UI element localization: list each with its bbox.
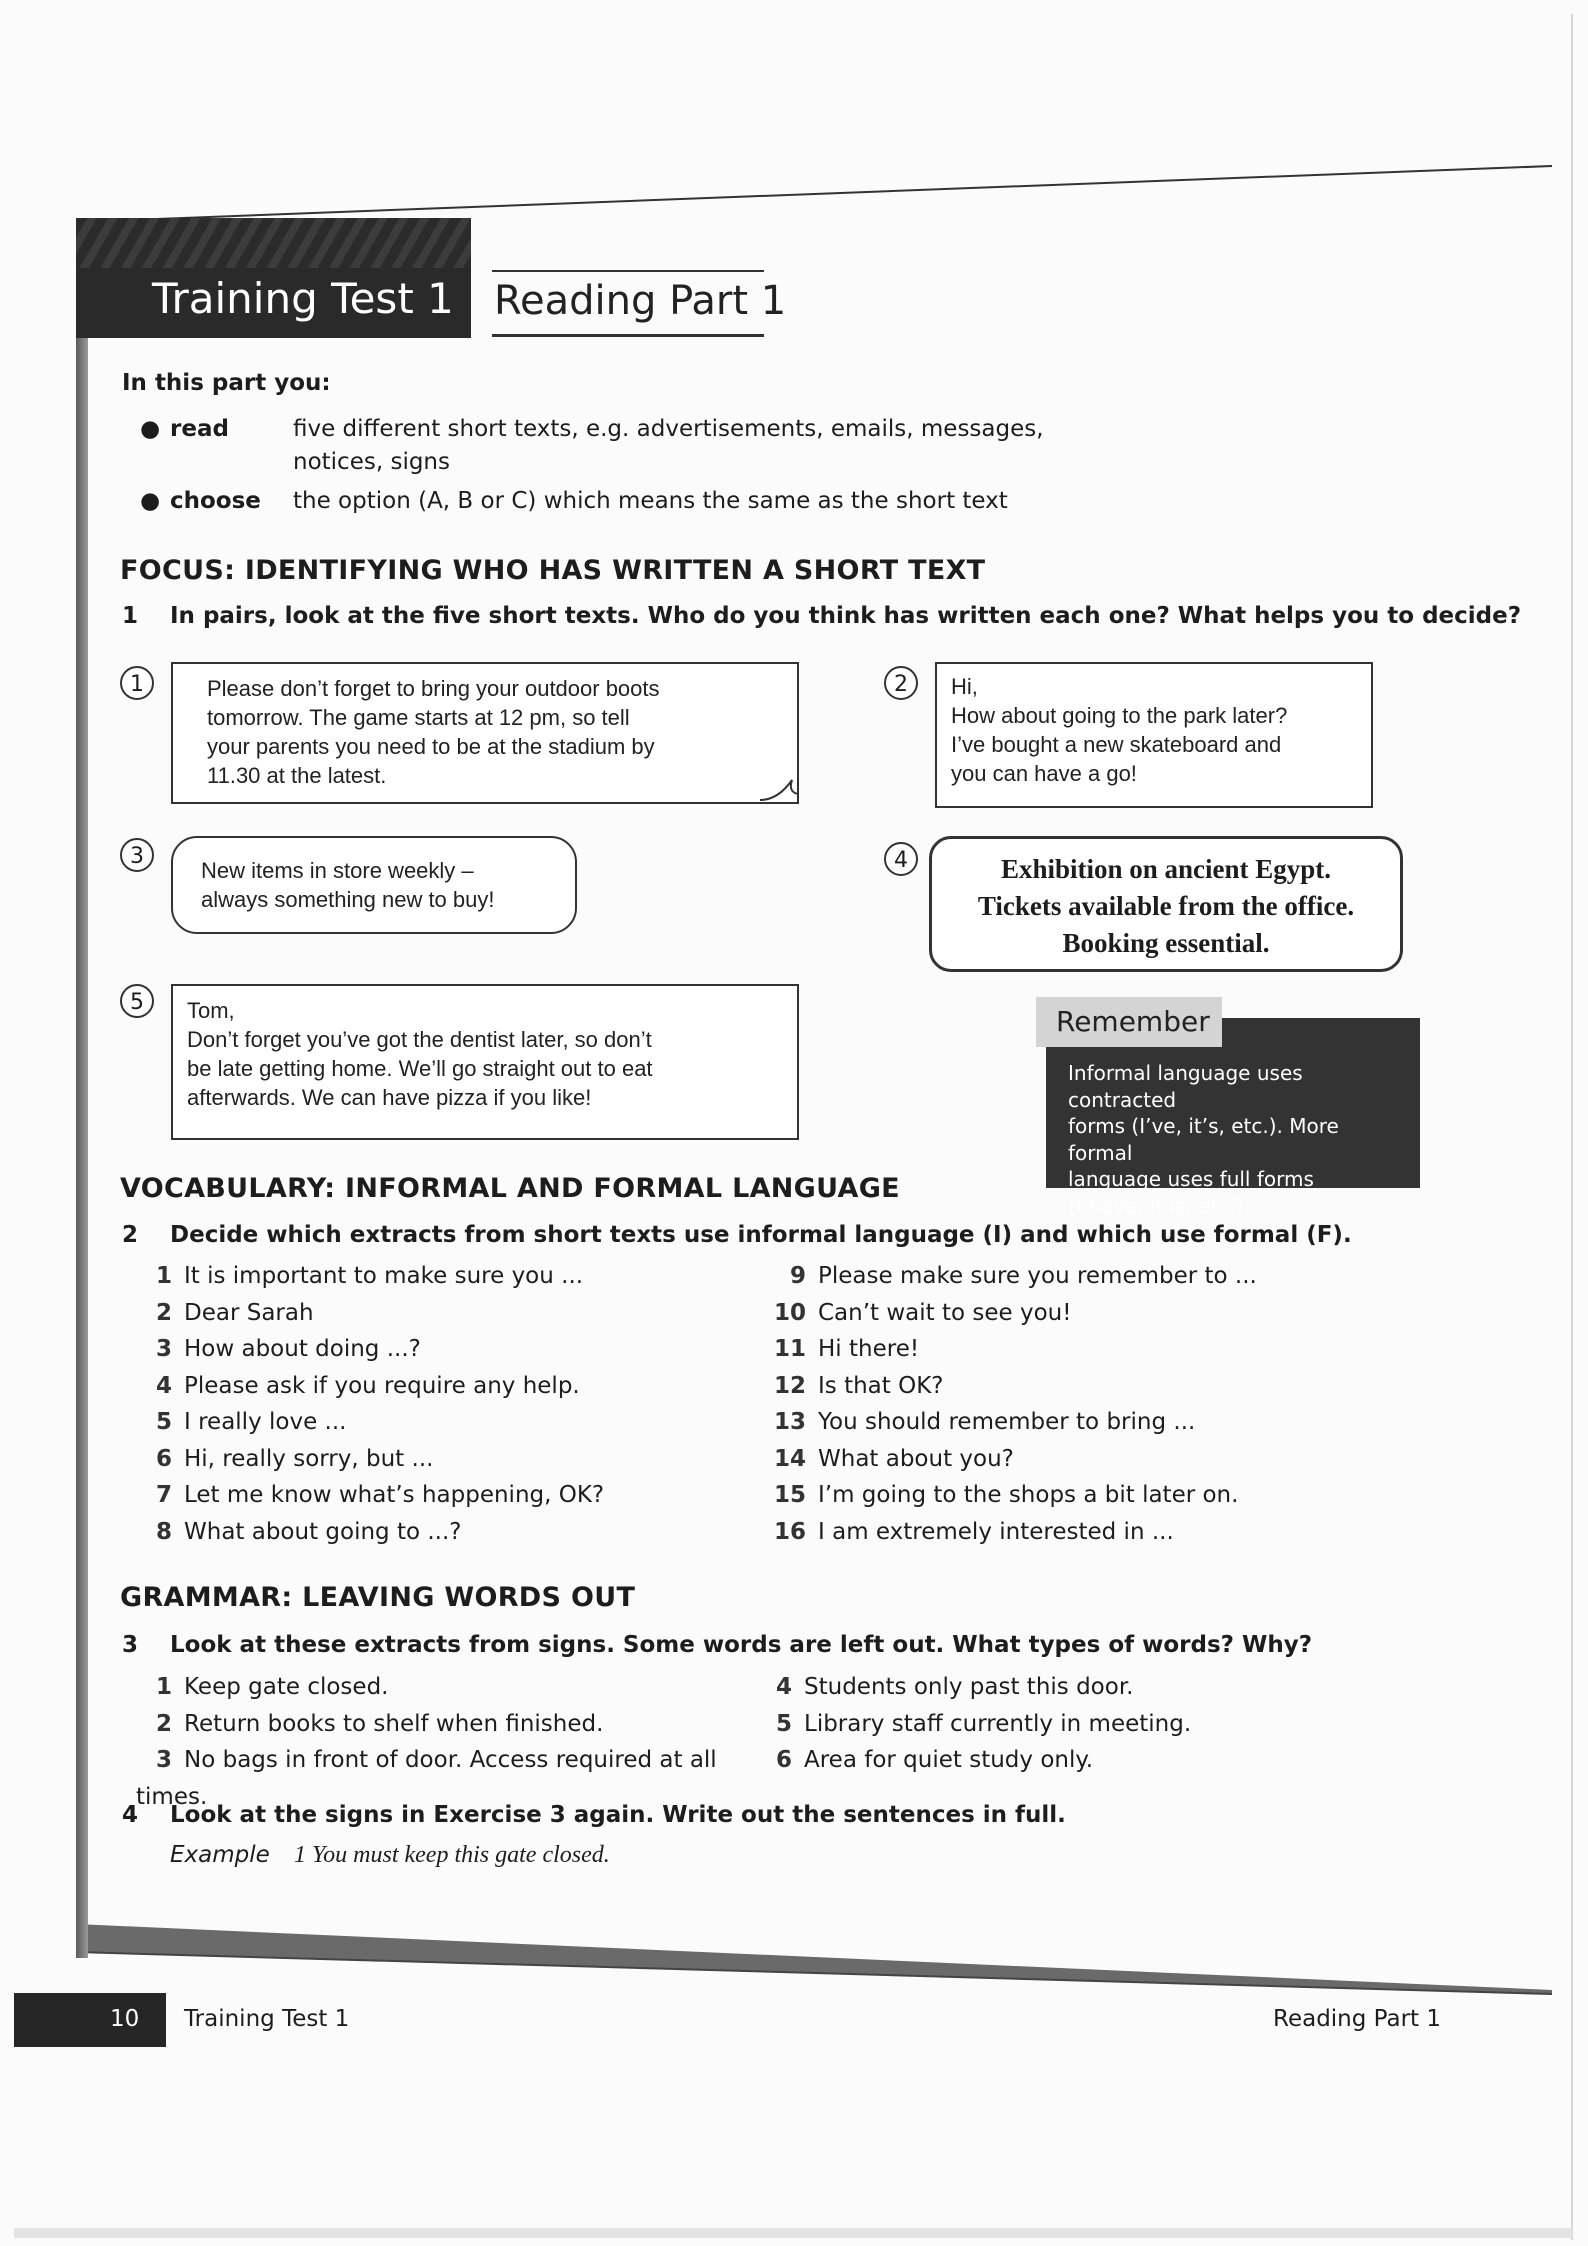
- focus-heading: FOCUS: IDENTIFYING WHO HAS WRITTEN A SHORT TEXT: [120, 555, 986, 586]
- text-card: [929, 836, 1403, 972]
- item-number: 13: [773, 1409, 806, 1435]
- item-number: 7: [155, 1482, 172, 1508]
- remember-line: forms (I’ve, it’s, etc.). More formal: [1068, 1114, 1339, 1165]
- text-line: always something new to buy!: [201, 887, 495, 912]
- item-number: 14: [773, 1445, 806, 1472]
- list-item: [136, 1258, 736, 1295]
- exercise-number: 3: [122, 1632, 139, 1658]
- item-number: 15: [773, 1482, 806, 1508]
- item-number: 10: [773, 1299, 806, 1326]
- vocabulary-list-left: [136, 1258, 736, 1550]
- list-item: [136, 1295, 736, 1332]
- list-item: [770, 1331, 1370, 1368]
- item-number: 12: [773, 1372, 806, 1399]
- item-number: 8: [155, 1518, 172, 1545]
- subtitle-rule: [492, 270, 764, 272]
- item-text: It is important to make sure you ...: [184, 1263, 584, 1289]
- text-line: I’ve bought a new skateboard and: [951, 732, 1282, 757]
- text-card: [171, 836, 577, 934]
- footer-page-block: [14, 1993, 166, 2047]
- item-number: 4: [775, 1674, 792, 1700]
- text-card: [171, 662, 799, 804]
- item-text: Students only past this door.: [804, 1674, 1134, 1700]
- grammar-list-left: [136, 1669, 776, 1815]
- exercise-instruction: In pairs, look at the five short texts. Who do you think has written each one? What helps you to decide?: [170, 603, 1522, 629]
- list-item: [756, 1706, 1356, 1743]
- list-item: [136, 1404, 736, 1441]
- list-item: [136, 1368, 736, 1405]
- list-item: [136, 1669, 776, 1706]
- remember-line: Informal language uses contracted: [1068, 1061, 1303, 1112]
- item-number: 9: [789, 1263, 806, 1289]
- text-number: 2: [884, 666, 918, 700]
- item-text: How about doing ...?: [184, 1336, 421, 1362]
- item-text: Please ask if you require any help.: [184, 1372, 580, 1399]
- list-item: [770, 1295, 1370, 1332]
- remember-line: (I have, it is, etc.).: [1068, 1193, 1250, 1218]
- list-item: [770, 1258, 1370, 1295]
- text-card: [935, 662, 1373, 808]
- item-number: 3: [155, 1747, 172, 1773]
- list-item: [756, 1742, 1356, 1779]
- item-text: Hi, really sorry, but ...: [184, 1445, 434, 1472]
- item-text: Return books to shelf when finished.: [184, 1710, 604, 1737]
- list-item: [136, 1441, 736, 1478]
- text-line: New items in store weekly –: [201, 858, 474, 883]
- example-label: Example: [170, 1842, 270, 1868]
- exercise-number: 4: [122, 1802, 139, 1828]
- text-line: you can have a go!: [951, 761, 1137, 786]
- item-number: 3: [155, 1336, 172, 1362]
- item-text: Keep gate closed.: [184, 1674, 389, 1700]
- page-subtitle: Reading Part 1: [494, 278, 787, 324]
- item-number: 4: [155, 1372, 172, 1399]
- exercise-instruction: Look at these extracts from signs. Some words are left out. What types of words? Why?: [170, 1632, 1313, 1658]
- text-line: Exhibition on ancient Egypt.: [1000, 854, 1332, 884]
- list-item: [756, 1669, 1356, 1706]
- item-text: You should remember to bring ...: [818, 1409, 1196, 1435]
- text-line: tomorrow. The game starts at 12 pm, so tell: [207, 705, 630, 730]
- exercise-instruction: Decide which extracts from short texts use informal language (I) and which use formal (F).: [170, 1222, 1352, 1248]
- item-text: What about going to ...?: [184, 1518, 462, 1545]
- remember-line: language uses full forms: [1068, 1167, 1314, 1191]
- text-line: How about going to the park later?: [951, 703, 1288, 728]
- subtitle-rule: [492, 334, 764, 337]
- item-text: Can’t wait to see you!: [818, 1299, 1072, 1326]
- item-text: No bags in front of door. Access required at all times.: [136, 1747, 717, 1810]
- text-line: Don’t forget you’ve got the dentist later, so don’t: [187, 1027, 652, 1052]
- intro-verb: read: [170, 416, 229, 442]
- item-text: I’m going to the shops a bit later on.: [818, 1482, 1239, 1508]
- bullet-icon: ●: [140, 416, 161, 442]
- text-number: 1: [120, 666, 154, 700]
- intro-text: five different short texts, e.g. advertisements, emails, messages,: [293, 416, 1044, 442]
- text-line: 11.30 at the latest.: [207, 763, 387, 788]
- text-line: Hi,: [951, 674, 978, 699]
- item-text: Please make sure you remember to ...: [818, 1263, 1257, 1289]
- list-item: [136, 1477, 736, 1514]
- item-text: What about you?: [818, 1445, 1014, 1472]
- item-number: 2: [155, 1299, 172, 1326]
- item-text: Area for quiet study only.: [804, 1747, 1094, 1773]
- text-card: [171, 984, 799, 1140]
- item-text: Library staff currently in meeting.: [804, 1710, 1192, 1737]
- item-number: 1: [155, 1263, 172, 1289]
- left-rule: [76, 218, 88, 1958]
- text-line: Booking essential.: [1062, 928, 1270, 958]
- grammar-list-right: [756, 1669, 1356, 1779]
- example-text: 1 You must keep this gate closed.: [294, 1842, 610, 1868]
- text-number: 4: [884, 842, 918, 876]
- item-text: Let me know what’s happening, OK?: [184, 1482, 605, 1508]
- intro-verb: choose: [170, 488, 261, 514]
- list-item: [136, 1514, 736, 1551]
- bullet-icon: ●: [140, 488, 161, 514]
- text-line: be late getting home. We’ll go straight out to eat: [187, 1056, 653, 1081]
- list-item: [770, 1441, 1370, 1478]
- list-item: [136, 1331, 736, 1368]
- vocabulary-heading: VOCABULARY: INFORMAL AND FORMAL LANGUAGE: [120, 1173, 900, 1204]
- text-line: afterwards. We can have pizza if you like!: [187, 1085, 592, 1110]
- vocabulary-list-right: [770, 1258, 1370, 1550]
- remember-title: Remember: [1036, 997, 1222, 1047]
- text-line: your parents you need to be at the stadium by: [207, 734, 655, 759]
- item-number: 2: [155, 1710, 172, 1737]
- text-line: Please don’t forget to bring your outdoor boots: [207, 676, 660, 701]
- page-number: 10: [110, 2006, 140, 2032]
- item-number: 11: [773, 1336, 806, 1362]
- page-title: Training Test 1: [152, 274, 454, 323]
- intro-text: notices, signs: [293, 449, 450, 475]
- list-item: [770, 1514, 1370, 1551]
- item-text: Hi there!: [818, 1336, 920, 1362]
- footer-left: Training Test 1: [184, 2006, 350, 2032]
- text-line: Tom,: [187, 998, 235, 1023]
- item-text: I am extremely interested in ...: [818, 1518, 1174, 1545]
- item-text: Is that OK?: [818, 1372, 944, 1399]
- item-number: 6: [775, 1747, 792, 1773]
- footer-right: Reading Part 1: [1273, 2006, 1442, 2032]
- grammar-heading: GRAMMAR: LEAVING WORDS OUT: [120, 1582, 636, 1613]
- exercise-instruction: Look at the signs in Exercise 3 again. Write out the sentences in full.: [170, 1802, 1066, 1828]
- curled-corner-icon: [758, 770, 802, 806]
- item-number: 5: [155, 1409, 172, 1435]
- item-number: 16: [773, 1518, 806, 1545]
- text-line: Tickets available from the office.: [977, 891, 1355, 921]
- list-item: [770, 1477, 1370, 1514]
- intro-text: the option (A, B or C) which means the same as the short text: [293, 488, 1008, 514]
- item-text: I really love ...: [184, 1409, 347, 1435]
- text-number: 5: [120, 984, 154, 1018]
- exercise-number: 2: [122, 1222, 139, 1248]
- item-number: 1: [155, 1674, 172, 1700]
- list-item: [136, 1706, 776, 1743]
- item-number: 6: [155, 1445, 172, 1472]
- item-number: 5: [775, 1710, 792, 1737]
- list-item: [770, 1404, 1370, 1441]
- text-number: 3: [120, 838, 154, 872]
- list-item: [770, 1368, 1370, 1405]
- item-text: Dear Sarah: [184, 1299, 314, 1326]
- intro-heading: In this part you:: [122, 370, 331, 396]
- exercise-number: 1: [122, 603, 139, 629]
